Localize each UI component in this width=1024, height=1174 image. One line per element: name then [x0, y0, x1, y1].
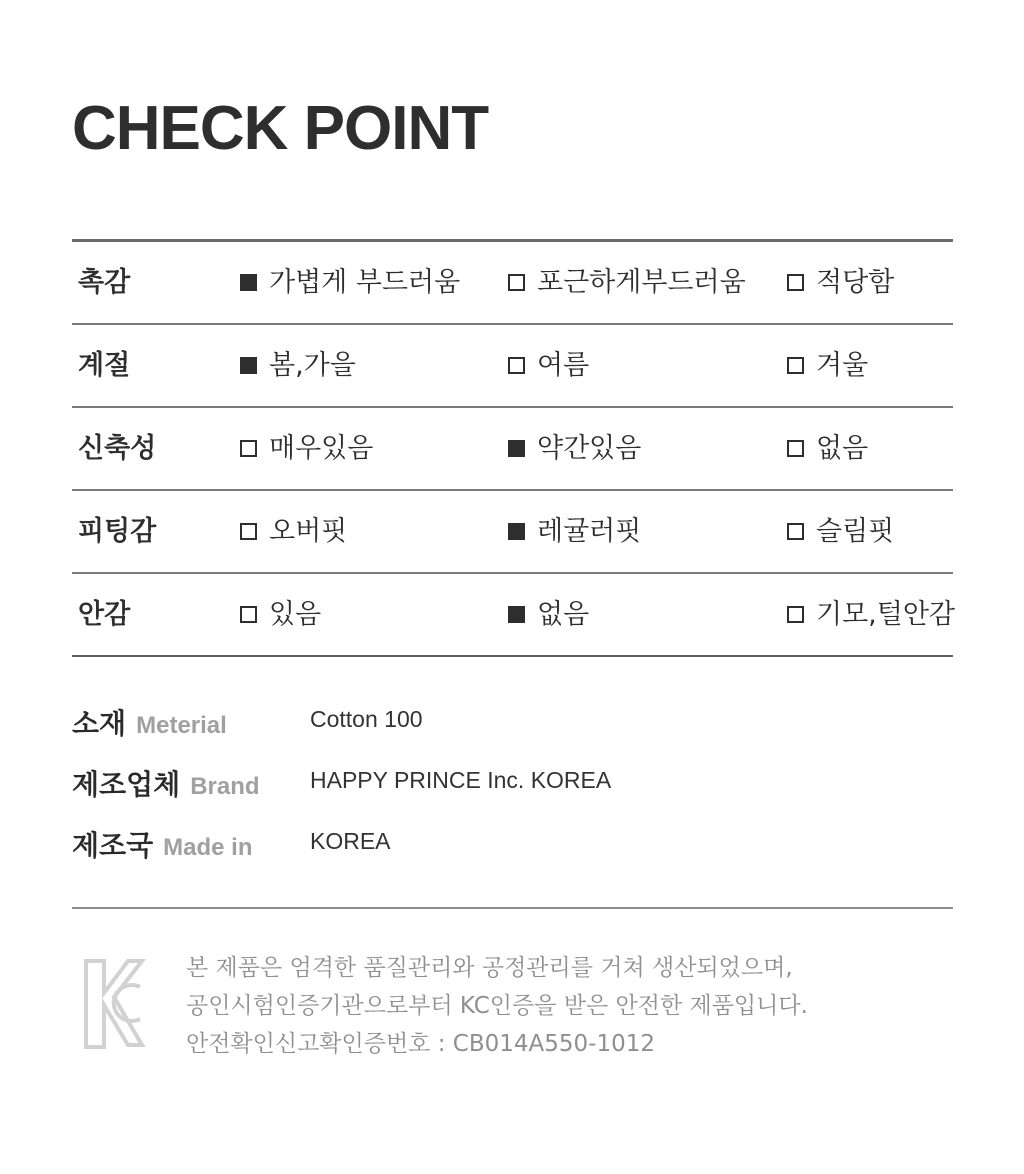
checkbox-empty-icon	[508, 357, 525, 374]
spec-label-en: Brand	[190, 773, 260, 800]
spec-value: Cotton 100	[310, 706, 423, 732]
table-row	[72, 574, 953, 657]
notice-line: 본 제품은 엄격한 품질관리와 공정관리를 거쳐 생산되었으며,	[186, 955, 793, 981]
option-label: 포근하게부드러움	[537, 267, 746, 298]
checkbox-empty-icon	[508, 274, 525, 291]
table-row	[72, 408, 953, 491]
checkpoint-table	[72, 239, 953, 657]
option-label: 슬림핏	[816, 516, 895, 547]
checkbox-filled-icon	[508, 440, 525, 457]
checkbox-filled-icon	[240, 274, 257, 291]
checkbox-empty-icon	[787, 440, 804, 457]
option-checkbox	[240, 574, 321, 655]
checkbox-empty-icon	[787, 274, 804, 291]
spec-label: 제조업체 Brand	[72, 768, 260, 801]
spec-value: HAPPY PRINCE Inc. KOREA	[310, 767, 612, 793]
checkbox-filled-icon	[508, 523, 525, 540]
option-checkbox	[240, 491, 347, 572]
option-checkbox	[508, 242, 746, 323]
checkbox-empty-icon	[240, 606, 257, 623]
row-label: 촉감	[78, 267, 131, 298]
option-checkbox	[508, 325, 589, 406]
row-label: 계절	[78, 350, 131, 381]
kc-mark-icon	[82, 957, 146, 1055]
option-label: 있음	[269, 599, 322, 630]
spec-label-en: Meterial	[136, 712, 227, 739]
table-row	[72, 325, 953, 408]
option-label: 레귤러핏	[537, 516, 642, 547]
spec-label: 소재 Meterial	[72, 707, 227, 740]
checkbox-empty-icon	[787, 357, 804, 374]
option-label: 봄,가을	[269, 350, 356, 381]
page-title: CHECK POINT	[72, 94, 489, 163]
option-label: 기모,털안감	[816, 599, 955, 630]
option-checkbox	[787, 325, 868, 406]
option-label: 약간있음	[537, 433, 642, 464]
checkbox-empty-icon	[240, 523, 257, 540]
option-label: 없음	[537, 599, 590, 630]
option-checkbox	[240, 325, 356, 406]
table-row	[72, 491, 953, 574]
option-label: 오버핏	[269, 516, 348, 547]
option-checkbox	[508, 491, 641, 572]
option-checkbox	[787, 574, 955, 655]
option-label: 없음	[816, 433, 869, 464]
table-row	[72, 242, 953, 325]
certification-notice	[186, 949, 808, 1063]
checkbox-empty-icon	[240, 440, 257, 457]
option-label: 적당함	[816, 267, 895, 298]
notice-line: 공인시험인증기관으로부터 KC인증을 받은 안전한 제품입니다.	[186, 993, 808, 1019]
row-label: 안감	[78, 599, 131, 630]
checkbox-filled-icon	[240, 357, 257, 374]
checkbox-filled-icon	[508, 606, 525, 623]
option-checkbox	[508, 574, 589, 655]
option-checkbox	[240, 408, 373, 489]
option-checkbox	[787, 491, 894, 572]
notice-line: 안전확인신고확인증번호 : CB014A550-1012	[186, 1031, 655, 1057]
option-checkbox	[787, 242, 894, 323]
row-label: 피팅감	[78, 516, 157, 547]
option-checkbox	[787, 408, 868, 489]
checkbox-empty-icon	[787, 606, 804, 623]
spec-value: KOREA	[310, 828, 391, 854]
option-label: 가볍게 부드러움	[269, 267, 461, 298]
option-checkbox	[240, 242, 460, 323]
option-label: 겨울	[816, 350, 869, 381]
row-label: 신축성	[78, 433, 157, 464]
checkbox-empty-icon	[787, 523, 804, 540]
option-checkbox	[508, 408, 641, 489]
divider	[72, 907, 953, 909]
spec-label-en: Made in	[163, 834, 253, 861]
option-label: 여름	[537, 350, 590, 381]
spec-label: 제조국 Made in	[72, 829, 253, 862]
option-label: 매우있음	[269, 433, 374, 464]
